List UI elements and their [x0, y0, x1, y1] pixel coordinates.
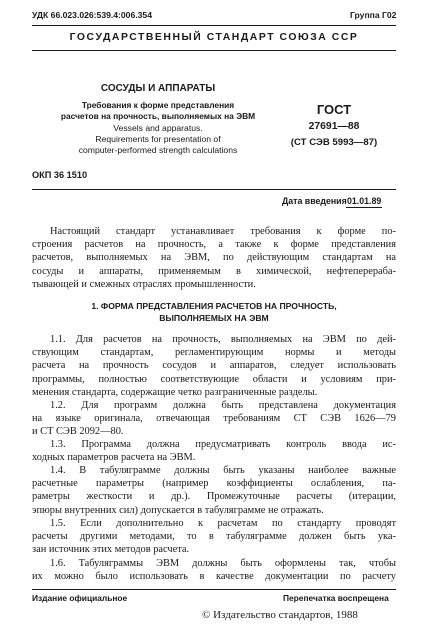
doc-title-en-2: Requirements for presentation of	[95, 134, 221, 144]
effective-date-value: 01.01.89	[347, 196, 382, 206]
footer-rule	[32, 589, 396, 590]
clause-line: ствующим стандартам, регламентирующим нормы и методы	[32, 347, 396, 359]
group-code: Группа Г02	[350, 10, 397, 20]
effective-date-label: Дата введения	[282, 196, 347, 206]
intro-line: Настоящий стандарт устанавливает требования к форме по-	[50, 226, 396, 237]
reprint-prohibited: Перепечатка воспрещена	[283, 593, 389, 603]
intro-line: сосуды и аппараты, применяемым в химической, нефтеперераба-	[32, 265, 396, 277]
doc-title-en-3: computer-performed strength calculations	[78, 145, 238, 155]
standard-banner: ГОСУДАРСТВЕННЫЙ СТАНДАРТ СОЮЗА ССР	[69, 32, 359, 43]
gost-label: ГОСТ	[316, 102, 352, 117]
clause-line: расчета на прочность сосудов и аппаратов, следует использовать	[32, 360, 396, 372]
gost-number: 27691—88	[308, 121, 360, 132]
clause-line: расчетные параметры (например коэффициенты ослабления, па-	[32, 478, 396, 490]
clause-1-4	[32, 464, 396, 517]
doc-title-en-1: Vessels and apparatus.	[113, 123, 203, 133]
section-heading-line-2: ВЫПОЛНЯЕМЫХ НА ЭВМ	[159, 313, 269, 323]
clause-line: менения стандарта, содержащие четко разграниченные разделы.	[32, 386, 318, 398]
doc-subtitle-2: расчетов на прочность, выполняемых на ЭВМ	[60, 111, 256, 121]
clause-line: на языке оригинала, отвечающая требованиям СТ СЭВ 1626—79	[32, 413, 396, 425]
intro-line: строения расчетов на прочность, а также к форме представления	[32, 239, 396, 251]
header-rule-top	[32, 25, 396, 26]
clause-1-2	[32, 399, 396, 439]
clause-line: и СТ СЭВ 2092—80.	[32, 426, 124, 438]
clause-1-5	[32, 517, 396, 557]
official-edition: Издание официальное	[32, 593, 128, 603]
clause-line: 1.4. В табуляграмме должны быть указаны наиболее важные	[50, 465, 396, 476]
doc-subtitle-1: Требования к форме представления	[81, 100, 235, 110]
clause-line: 1.5. Если дополнительно к расчетам по стандарту проводят	[50, 518, 396, 529]
clause-line: 1.2. Для программ должна быть представлена документация	[50, 400, 396, 411]
clause-line: ходных параметров расчета на ЭВМ.	[32, 452, 196, 464]
clause-line: 1.3. Программа должна предусматривать контроль ввода ис-	[50, 439, 396, 450]
banner-rule	[32, 50, 396, 51]
clause-line: 1.6. Табуляграммы ЭВМ должны быть оформлены так, чтобы	[50, 558, 396, 569]
copyright-notice: © Издательство стандартов, 1988	[202, 609, 358, 621]
clause-line: 1.1. Для расчетов на прочность, выполняемых на ЭВМ по дей-	[50, 334, 396, 345]
udk-code: УДК 66.023.026:539.4:006.354	[32, 10, 152, 20]
clause-line: зан источник этих методов расчета.	[32, 544, 190, 556]
clause-line: раметры жесткости и др.). Промежуточные расчеты (итерации,	[32, 491, 396, 503]
intro-line: тывающей и смежных отраслях промышленности.	[32, 278, 256, 290]
clause-1-3	[32, 438, 396, 464]
clause-1-1	[32, 333, 396, 399]
clause-line: их можно было использовать в качестве документации по расчету	[32, 571, 396, 583]
okp-code: ОКП 36 1510	[32, 170, 88, 180]
clause-1-6	[32, 557, 396, 583]
okp-rule	[32, 189, 396, 190]
intro-paragraph	[32, 225, 396, 291]
clause-line: эпюры внутренних сил) допускается в табуляграмме не отражать.	[32, 504, 324, 516]
section-heading-line-1: 1. ФОРМА ПРЕДСТАВЛЕНИЯ РАСЧЕТОВ НА ПРОЧНОСТЬ,	[91, 301, 337, 311]
clause-line: программы, полностью соответствующие области и условиям при-	[32, 373, 396, 385]
clause-line: расчеты другими методами, то в табуляграмме должен быть ука-	[32, 531, 396, 543]
st-sev-number: (СТ СЭВ 5993—87)	[290, 137, 378, 148]
doc-title: СОСУДЫ И АППАРАТЫ	[100, 83, 216, 94]
intro-line: расчетов, выполняемых на ЭВМ, по действующим стандартам на	[32, 252, 396, 264]
